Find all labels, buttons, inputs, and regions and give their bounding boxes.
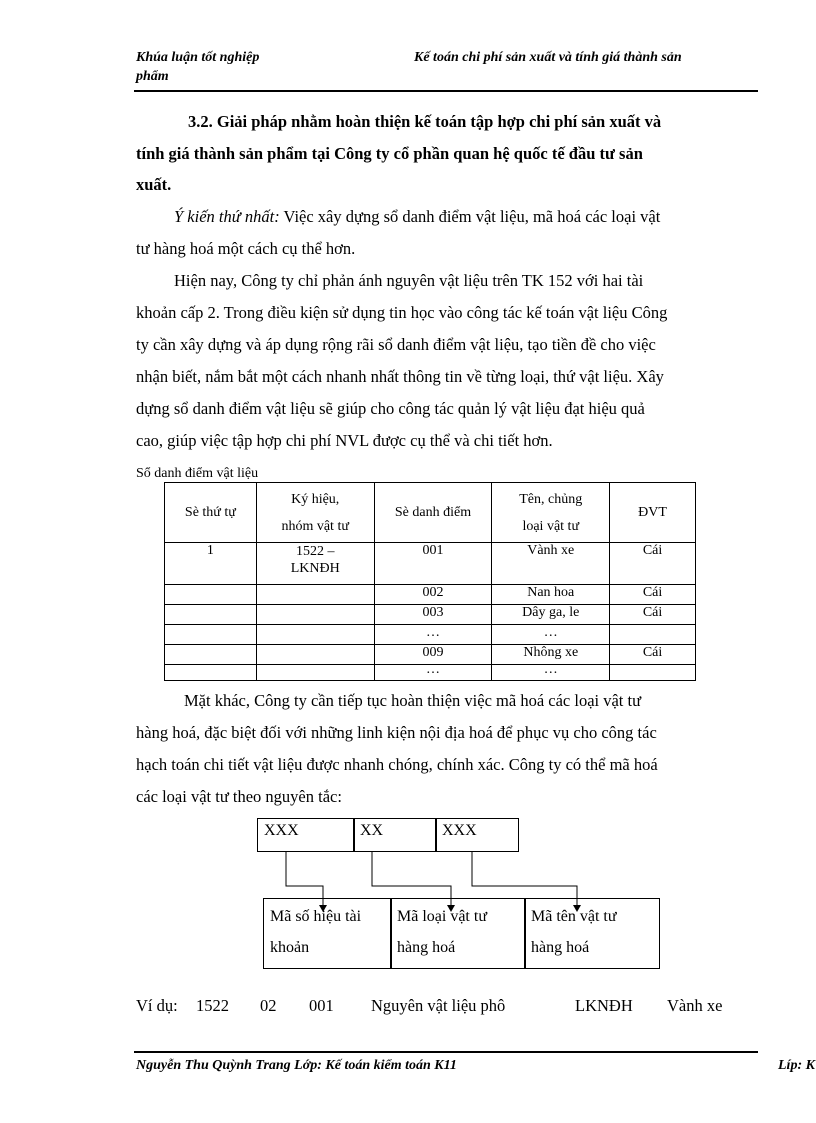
footer-right: Líp: K [778,1058,815,1073]
example-label: Ví dụ: [136,996,178,1015]
section-heading-line1: 3.2. Giải pháp nhằm hoàn thiện kế toán tập hợp chi phí sản xuất và [188,112,662,131]
table-cell: … [374,625,492,645]
table-cell: 003 [374,605,492,625]
label-box-type [390,898,526,969]
footer-rule [134,1051,758,1053]
para2-line: hạch toán chi tiết vật liệu được nhanh chóng, chính xác. Công ty có thể mã hoá [136,755,658,774]
table-cell: Nhông xe [492,645,610,665]
para1-line: khoản cấp 2. Trong điều kiện sử dụng tin học vào công tác kế toán vật liệu Công [136,303,668,322]
table-cell: Cái [610,543,696,585]
table-cell: Vành xe [492,543,610,585]
para1-line: dựng sổ danh điểm vật liệu sẽ giúp cho công tác quản lý vật liệu đạt hiệu quả [136,399,645,418]
opinion-line2: tư hàng hoá một cách cụ thể hơn. [136,239,356,258]
label-line: khoản [270,939,310,956]
example-part: Vành xe [667,996,723,1015]
example-part: Nguyên vật liệu phô [371,996,506,1015]
table-cell: Cái [610,585,696,605]
para1-line: cao, giúp việc tập hợp chi phí NVL được cụ thể và chi tiết hơn. [136,431,553,450]
table-cell: Dây ga, le [492,605,610,625]
table-header-cell: Tên, chủng loại vật tư [492,483,610,543]
table-cell: 1522 – LKNĐH [256,543,374,585]
table-cell: … [374,665,492,681]
header-left-continued: phẩm [136,69,169,84]
example-part: LKNĐH [575,996,633,1015]
label-line: hàng hoá [397,939,456,956]
label-line: Mã số hiệu tài [270,908,362,925]
table-cell: Nan hoa [492,585,610,605]
section-heading-line3: xuất. [136,175,172,194]
label-line: Mã loại vật tư [397,908,487,925]
para1-line: Hiện nay, Công ty chỉ phản ánh nguyên vật liệu trên TK 152 với hai tài [174,271,644,290]
table-header-cell: ĐVT [610,483,696,543]
table-caption: Sổ danh điểm vật liệu [136,466,259,481]
table-cell: 002 [374,585,492,605]
table-cell: 1 [165,543,257,585]
table-header-cell: Sè danh điểm [374,483,492,543]
example-part: 1522 [196,996,229,1015]
label-line: hàng hoá [531,939,590,956]
para2-line: hàng hoá, đặc biệt đối với những linh kiện nội địa hoá để phục vụ cho công tác [136,723,657,742]
label-line: Mã tên vật tư [531,908,617,925]
header-right: Kế toán chi phí sản xuất và tính giá thành sản [414,50,682,65]
table-header-cell: Ký hiệu, nhóm vật tư [256,483,374,543]
label-box-account [263,898,392,969]
table-cell: 001 [374,543,492,585]
header-left: Khúa luận tốt nghiệp [136,50,260,65]
para1-line: ty cần xây dựng và áp dụng rộng rãi sổ danh điểm vật liệu, tạo tiền đề cho việc [136,335,656,354]
code-box-text: XX [360,822,384,839]
para1-line: nhận biết, nắm bắt một cách nhanh nhất thông tin về từng loại, thứ vật liệu. Xây [136,367,664,386]
code-box-text: XXX [264,822,299,839]
footer-text: Nguyễn Thu Quỳnh Trang Lớp: Kế toán kiểm toán K11 [136,1058,457,1073]
para2-line: các loại vật tư theo nguyên tắc: [136,787,342,806]
table-cell: 009 [374,645,492,665]
opinion-label: Ý kiến thứ nhất: [174,207,280,226]
table-cell: Cái [610,645,696,665]
label-box-name [524,898,660,969]
example-part: 001 [309,996,334,1015]
code-box-text: XXX [442,822,477,839]
example-part: 02 [260,996,277,1015]
table-header-cell: Sè thứ tự [165,483,257,543]
section-heading-line2: tính giá thành sản phẩm tại Công ty cổ phần quan hệ quốc tế đầu tư sản [136,144,643,163]
table-cell: … [492,625,610,645]
para2-line: Mặt khác, Công ty cần tiếp tục hoàn thiện việc mã hoá các loại vật tư [184,691,642,710]
opinion-text: Việc xây dựng sổ danh điểm vật liệu, mã hoá các loại vật [279,207,661,226]
table-cell: Cái [610,605,696,625]
table-cell: … [492,665,610,681]
